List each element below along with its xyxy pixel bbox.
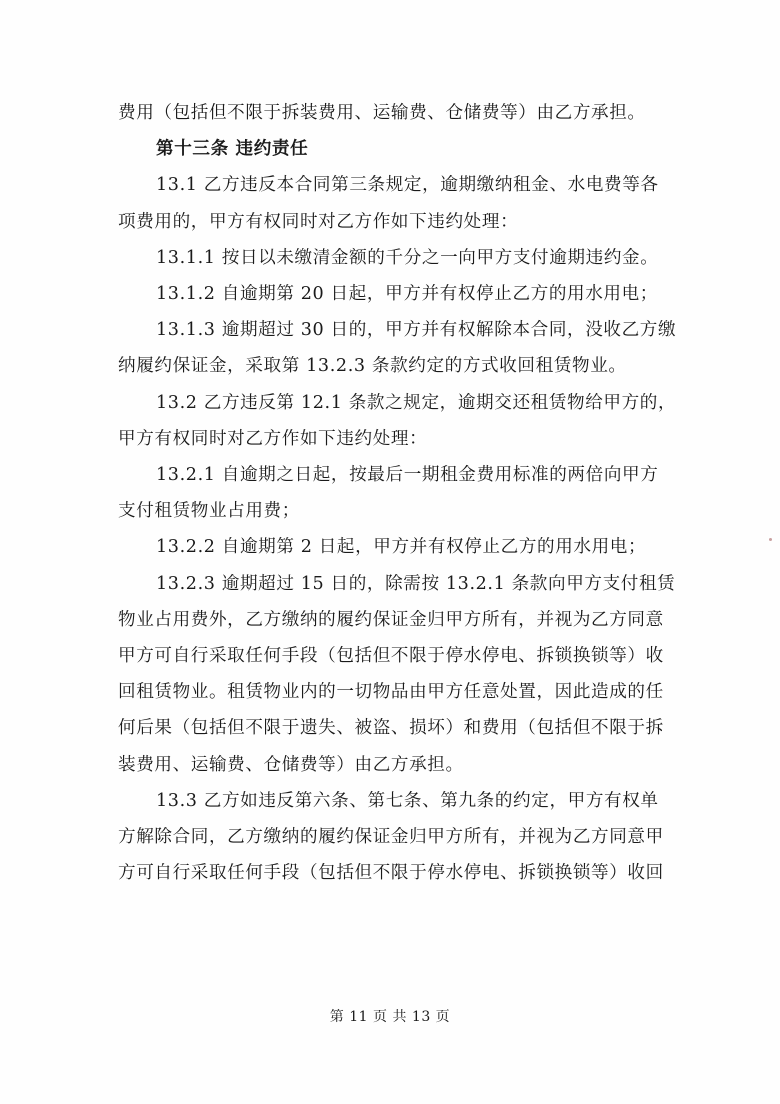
paragraph-line: 13.1.3 逾期超过 30 日的，甲方并有权解除本合同，没收乙方缴 [156,320,677,341]
paragraph-line: 13.2 乙方违反第 12.1 条款之规定，逾期交还租赁物给甲方的， [156,392,677,413]
paragraph-line: 13.1.2 自逾期第 20 日起，甲方并有权停止乙方的用水用电； [156,284,658,305]
paragraph-line: 纳履约保证金，采取第 13.2.3 条款约定的方式收回租赁物业。 [118,356,627,377]
paragraph-line: 13.2.2 自逾期第 2 日起，甲方并有权停止乙方的用水用电； [156,537,647,558]
section-heading: 第十三条 违约责任 [156,138,309,160]
scan-speck [769,538,772,541]
paragraph-line: 物业占用费外，乙方缴纳的履约保证金归甲方所有，并视为乙方同意 [118,609,664,630]
paragraph-line: 装费用、运输费、仓储费等）由乙方承担。 [118,754,464,775]
document-body [118,95,678,891]
paragraph-line: 13.3 乙方如违反第六条、第七条、第九条的约定，甲方有权单 [156,790,659,811]
paragraph-line: 方可自行采取任何手段（包括但不限于停水停电、拆锁换锁等）收回 [118,863,664,884]
paragraph-line: 项费用的，甲方有权同时对乙方作如下违约处理： [118,211,519,232]
paragraph-line: 甲方可自行采取任何手段（包括但不限于停水停电、拆锁换锁等）收 [118,646,664,667]
paragraph-line: 13.2.3 逾期超过 15 日的，除需按 13.2.1 条款向甲方支付租赁 [156,573,676,594]
paragraph-line: 支付租赁物业占用费； [118,501,300,522]
paragraph-line: 回租赁物业。租赁物业内的一切物品由甲方任意处置，因此造成的任 [118,682,664,703]
paragraph-line: 何后果（包括但不限于遗失、被盗、损坏）和费用（包括但不限于拆 [118,718,664,739]
paragraph-line: 方解除合同，乙方缴纳的履约保证金归甲方所有，并视为乙方同意甲 [118,827,664,848]
paragraph-line: 甲方有权同时对乙方作如下违约处理： [118,428,428,449]
paragraph-line: 13.1 乙方违反本合同第三条规定，逾期缴纳租金、水电费等各 [156,175,659,196]
paragraph-line: 13.2.1 自逾期之日起，按最后一期租金费用标准的两倍向甲方 [156,465,659,486]
paragraph-line: 13.1.1 按日以未缴清金额的千分之一向甲方支付逾期违约金。 [156,247,659,268]
page-number: 第 11 页 共 13 页 [329,1009,451,1025]
paragraph-line: 费用（包括但不限于拆装费用、运输费、仓储费等）由乙方承担。 [118,103,646,123]
